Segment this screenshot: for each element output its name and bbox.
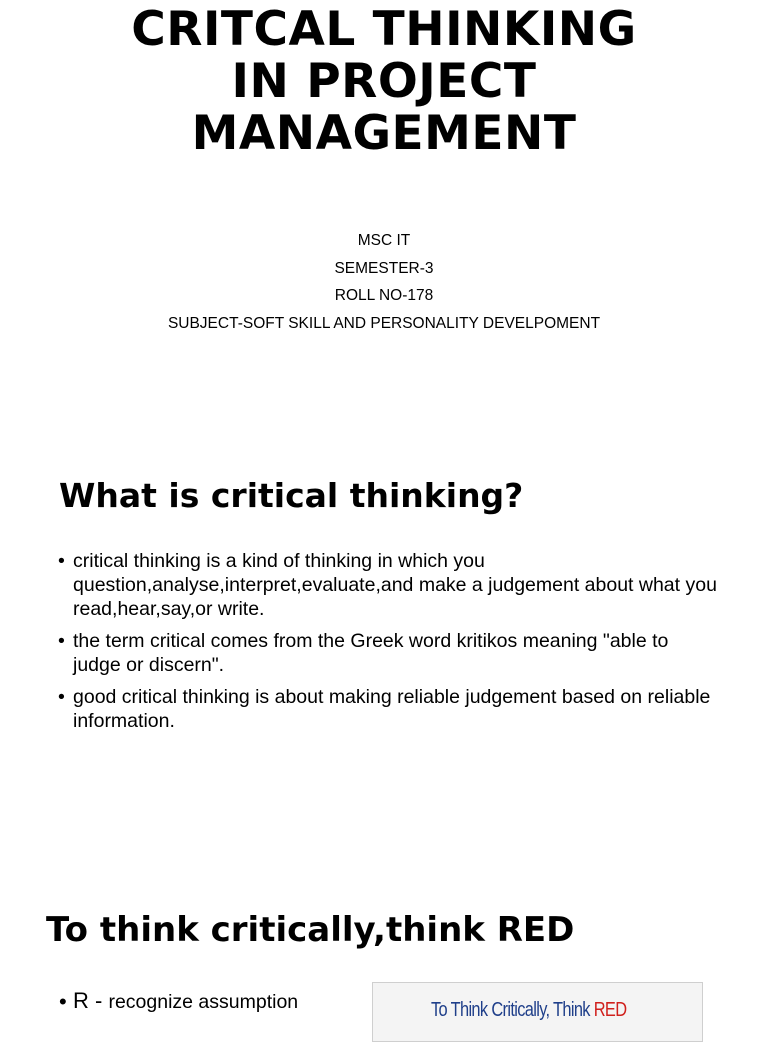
list-item bbox=[59, 988, 298, 1014]
definition-slide bbox=[0, 440, 768, 860]
caption-prefix: To Think Critically, Think bbox=[431, 999, 594, 1021]
title-line: IN PROJECT bbox=[231, 54, 537, 109]
title-line: CRITCAL THINKING bbox=[131, 2, 637, 57]
subtitle-line: SEMESTER-3 bbox=[334, 259, 434, 277]
main-title bbox=[0, 4, 768, 160]
image-caption bbox=[431, 999, 626, 1022]
red-list bbox=[59, 988, 298, 1014]
bullet-list bbox=[58, 549, 718, 741]
list-item bbox=[58, 629, 718, 677]
bullet-icon: • bbox=[58, 550, 65, 572]
separator: - bbox=[88, 988, 109, 1013]
bullet-text: critical thinking is a kind of thinking in which you question,analyse,interpret,evaluate,and make a judgement about what you read,hear,say,or write. bbox=[73, 550, 717, 620]
bullet-icon: • bbox=[58, 630, 65, 652]
subtitle-line: MSC IT bbox=[357, 232, 411, 249]
bullet-icon: • bbox=[59, 989, 67, 1014]
title-slide bbox=[0, 0, 768, 400]
list-item bbox=[58, 685, 718, 733]
caption-highlight: RED bbox=[593, 999, 627, 1021]
subtitle-line: ROLL NO-178 bbox=[334, 287, 434, 304]
bullet-text: good critical thinking is about making reliable judgement based on reliable information. bbox=[73, 686, 711, 732]
list-item bbox=[58, 549, 718, 621]
bullet-text: the term critical comes from the Greek word kritikos meaning "able to judge or discern". bbox=[73, 630, 669, 676]
subtitle bbox=[0, 227, 768, 337]
title-line: MANAGEMENT bbox=[191, 106, 577, 161]
subtitle-line: SUBJECT-SOFT SKILL AND PERSONALITY DEVELPOMENT bbox=[167, 314, 601, 332]
red-letter: R bbox=[73, 988, 89, 1013]
red-model-slide bbox=[0, 880, 768, 1024]
red-word: recognize assumption bbox=[108, 991, 299, 1013]
red-model-image bbox=[372, 982, 703, 1042]
bullet-icon: • bbox=[58, 686, 65, 708]
slide-heading: What is critical thinking? bbox=[59, 476, 524, 515]
slide-heading: To think critically,think RED bbox=[46, 910, 575, 950]
